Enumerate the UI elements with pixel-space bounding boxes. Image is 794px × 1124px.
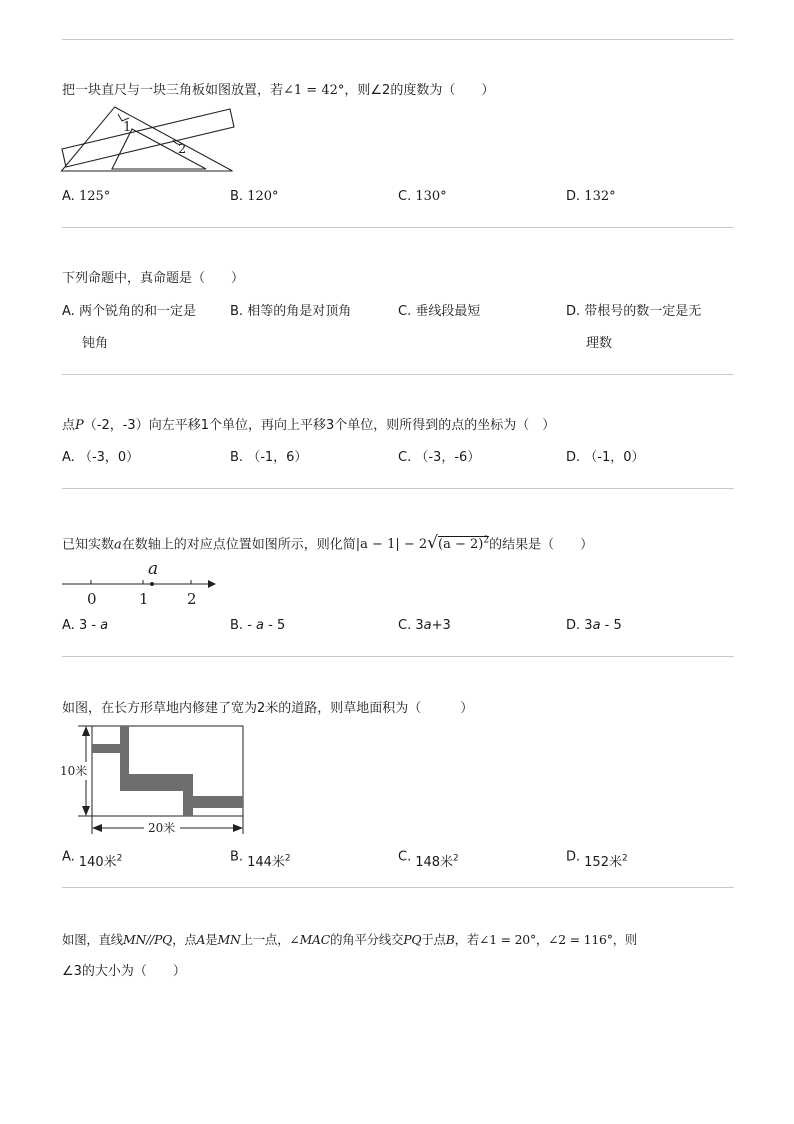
tick-label: 0 (87, 590, 97, 608)
option-c[interactable]: C. （-3，-6） (398, 450, 481, 465)
question-5-stem: 如图，在长方形草地内修建了宽为2米的道路，则草地面积为（ ） (62, 701, 474, 716)
option-c[interactable]: C. 148米$^2$ (398, 849, 459, 871)
option-b[interactable]: B. （-1，6） (230, 450, 308, 465)
option-d[interactable]: D. 3a - 5 (566, 618, 622, 633)
divider (62, 488, 734, 489)
height-label: 10米 (60, 764, 88, 778)
option-b[interactable]: B. - a - 5 (230, 618, 286, 633)
option-d-continued: 理数 (586, 336, 613, 351)
width-label: 20米 (148, 821, 176, 835)
point-a (150, 582, 154, 586)
option-d[interactable]: D. 152米$^2$ (566, 849, 628, 871)
stem-math: ∠1 = 42° (283, 83, 345, 98)
divider (62, 227, 734, 228)
tick-label: 1 (139, 590, 149, 608)
option-a[interactable]: A. 3 - a (62, 618, 109, 633)
question-6-stem: 如图，直线MN//PQ，点A是MN上一点，∠MAC的角平分线交PQ于点B，若∠1 = 20°，∠2 = 116°，则 (62, 932, 638, 947)
tick-label: 2 (187, 590, 197, 608)
point-label: a (148, 559, 159, 579)
question-1-stem (62, 82, 494, 100)
divider (62, 887, 734, 888)
option-b[interactable]: B. 144米$^2$ (230, 849, 291, 871)
ruler-triangle-figure (60, 103, 240, 175)
question-6-stem-line2: ∠3的大小为（ ） (62, 964, 186, 979)
option-d[interactable]: D. （-1，0） (566, 450, 645, 465)
divider (62, 374, 734, 375)
divider (62, 39, 734, 40)
option-d[interactable]: D. 132° (566, 189, 616, 204)
option-b[interactable]: B. 相等的角是对顶角 (230, 304, 352, 319)
option-c[interactable]: C. 3a+3 (398, 618, 451, 633)
stem-text: 把一块直尺与一块三角板如图放置，若 (62, 83, 284, 98)
option-c[interactable]: C. 130° (398, 189, 447, 204)
question-2-stem: 下列命题中，真命题是（ ） (62, 271, 245, 286)
number-line-figure (60, 556, 220, 608)
option-b[interactable]: B. 120° (230, 189, 279, 204)
angle-label-1: 1 (123, 120, 132, 135)
option-a-continued: 钝角 (82, 336, 109, 351)
lawn-road-figure (60, 722, 250, 836)
divider (62, 656, 734, 657)
stem-text: ，则∠2的度数为（ ） (344, 83, 495, 98)
option-a[interactable]: A. 125° (62, 189, 111, 204)
angle-label-2: 2 (178, 142, 187, 157)
option-a[interactable]: A. 140米$^2$ (62, 849, 123, 871)
option-c[interactable]: C. 垂线段最短 (398, 304, 481, 319)
expression: $|a - 1| - 2√(a - 2)^2$ (355, 533, 490, 554)
question-4-stem: 已知实数a在数轴上的对应点位置如图所示，则化简$|a - 1| - 2√(a - 2)^2$的结果是（ ） (62, 533, 594, 554)
option-a[interactable]: A. 两个锐角的和一定是 (62, 304, 196, 319)
question-3-stem: 点P（-2，-3）向左平移1个单位，再向上平移3个单位，则所得到的点的坐标为（ ） (62, 418, 556, 433)
option-d[interactable]: D. 带根号的数一定是无 (566, 304, 702, 319)
option-a[interactable]: A. （-3，0） (62, 450, 140, 465)
